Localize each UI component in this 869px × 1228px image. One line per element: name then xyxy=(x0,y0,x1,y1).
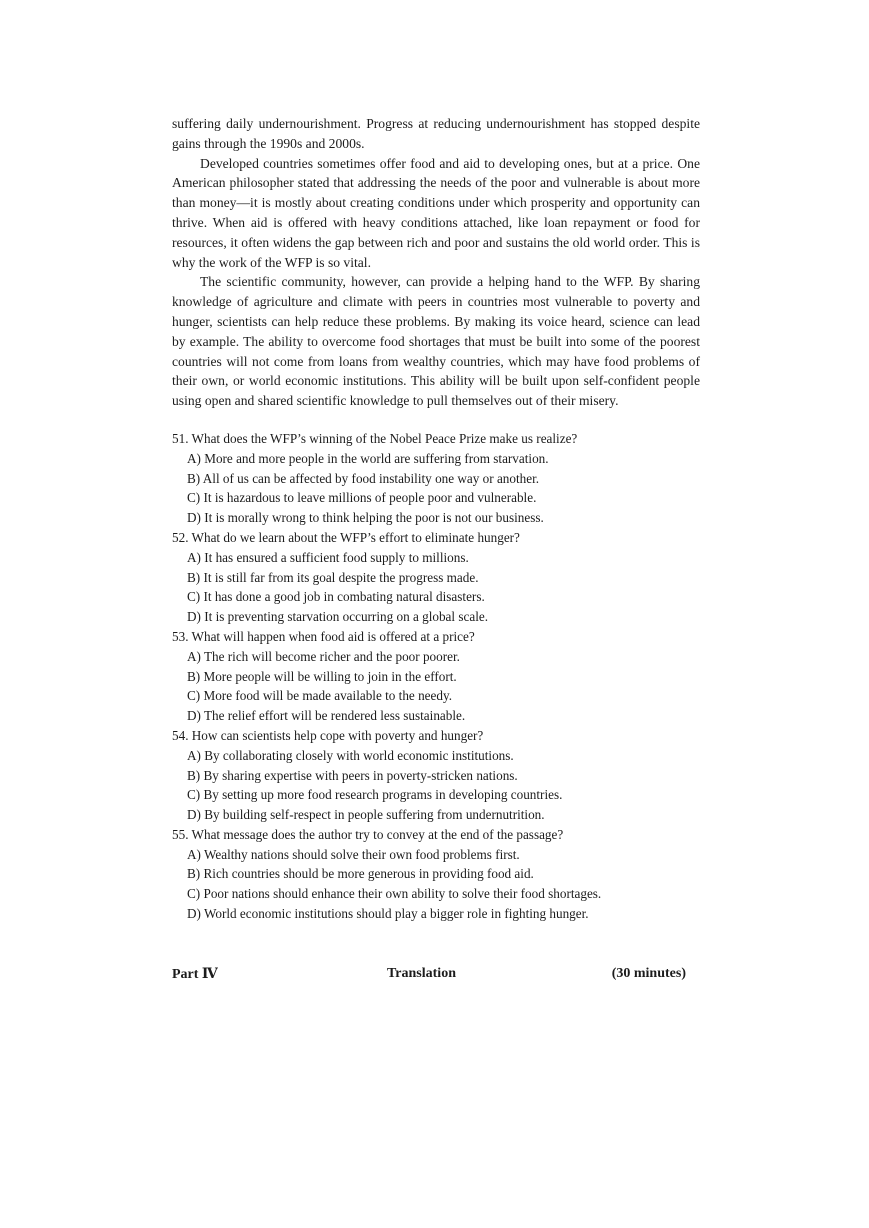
option-c: C) It has done a good job in combating natural disasters. xyxy=(187,589,485,605)
question-list xyxy=(172,429,700,924)
option-c: C) By setting up more food research programs in developing countries. xyxy=(187,787,563,803)
option-a: A) The rich will become richer and the poor poorer. xyxy=(187,648,460,664)
option-d: D) World economic institutions should play a bigger role in fighting hunger. xyxy=(187,906,589,922)
option-b: B) By sharing expertise with peers in poverty-stricken nations. xyxy=(187,767,518,783)
part-time-limit: (30 minutes) xyxy=(611,966,686,981)
option-c: C) More food will be made available to the needy. xyxy=(187,688,453,704)
passage-paragraph: Developed countries sometimes offer food and aid to developing ones, but at a price. One American philosopher stated that addressing the needs of the poor and vulnerable is about more than money—it is mostly about creating conditions under which prosperity and opportunity can thrive. When aid is offered with heavy conditions attached, like loan repayment or food for resources, it often widens the gap between rich and poor and sustains the old world order. This is why the work of the WFP is so vital. xyxy=(172,155,700,270)
option-a: A) It has ensured a sufficient food supply to millions. xyxy=(187,549,469,565)
part-header xyxy=(172,966,686,986)
reading-passage xyxy=(172,114,700,411)
question-55 xyxy=(172,825,700,924)
option-a: A) Wealthy nations should solve their own food problems first. xyxy=(187,846,520,862)
part-label: Part Ⅳ xyxy=(172,967,218,982)
option-c: C) It is hazardous to leave millions of people poor and vulnerable. xyxy=(187,490,537,506)
question-stem: 55. What message does the author try to convey at the end of the passage? xyxy=(172,826,564,842)
question-stem: 51. What does the WFP’s winning of the Nobel Peace Prize make us realize? xyxy=(172,430,578,446)
option-b: B) Rich countries should be more generous in providing food aid. xyxy=(187,866,534,882)
passage-paragraph: The scientific community, however, can provide a helping hand to the WFP. By sharing knowledge of agriculture and climate with peers in countries most vulnerable to poverty and hunger, scientists can help reduce these problems. By making its voice heard, science can lead by example. The ability to overcome food shortages that must be built into some of the poorest countries will not come from loans from wealthy countries, which may have food problems of their own, or world economic institutions. This ability will be built upon self-confident people using open and shared scientific knowledge to pull themselves out of their misery. xyxy=(172,274,700,409)
option-a: A) More and more people in the world are suffering from starvation. xyxy=(187,450,549,466)
question-52 xyxy=(172,528,700,627)
part-title: Translation xyxy=(387,966,456,981)
option-c: C) Poor nations should enhance their own ability to solve their food shortages. xyxy=(187,886,602,902)
option-b: B) All of us can be affected by food instability one way or another. xyxy=(187,470,540,486)
option-b: B) More people will be willing to join in the effort. xyxy=(187,668,457,684)
option-d: D) By building self-respect in people suffering from undernutrition. xyxy=(187,807,545,823)
question-stem: 53. What will happen when food aid is offered at a price? xyxy=(172,628,475,644)
option-a: A) By collaborating closely with world economic institutions. xyxy=(187,747,514,763)
passage-paragraph: suffering daily undernourishment. Progress at reducing undernourishment has stopped despite gains through the 1990s and 2000s. xyxy=(172,116,700,151)
question-51 xyxy=(172,429,700,528)
option-d: D) It is morally wrong to think helping the poor is not our business. xyxy=(187,510,544,526)
option-d: D) The relief effort will be rendered less sustainable. xyxy=(187,708,466,724)
document-page xyxy=(172,114,700,924)
question-stem: 54. How can scientists help cope with poverty and hunger? xyxy=(172,727,484,743)
question-stem: 52. What do we learn about the WFP’s effort to eliminate hunger? xyxy=(172,529,520,545)
question-54 xyxy=(172,726,700,825)
question-53 xyxy=(172,627,700,726)
option-b: B) It is still far from its goal despite the progress made. xyxy=(187,569,479,585)
option-d: D) It is preventing starvation occurring on a global scale. xyxy=(187,609,489,625)
